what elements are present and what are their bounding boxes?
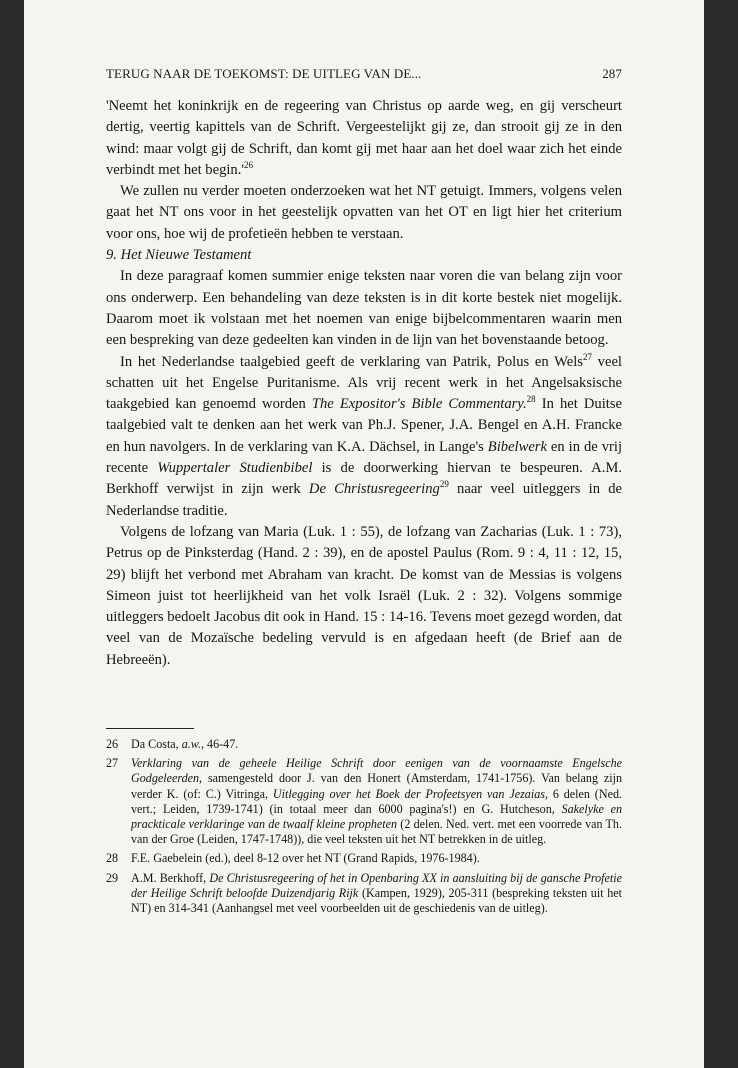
- work-title: Wuppertaler Studienbibel: [157, 460, 313, 477]
- footnote-ref-29[interactable]: 29: [439, 479, 449, 490]
- footnotes: [106, 737, 622, 920]
- work-title: The Expositor's Bible Commentary.: [311, 396, 527, 413]
- footnote-ref-28[interactable]: 28: [526, 394, 536, 405]
- paragraph-intro: In deze paragraaf komen summier enige teksten naar voren die van belang zijn voor ons onderwerp. Een behandeling van deze teksten is in dit korte bestek niet mogelijk. Daarom moet ik volstaan met het noemen van enige bijbelcommentaren waarin men een bespreking van deze gedeelten kan vinden in de lijn van het bovenstaande betoog.: [106, 268, 622, 349]
- text-run: A.M. Berkhoff,: [131, 870, 210, 885]
- section-heading: 9. Het Nieuwe Testament: [106, 247, 252, 264]
- text-run: veel schatten uit het Engelse Puritanisme. Als vrij recent werk in het Angelsaksische taakgebied kan genoemd worden: [106, 353, 622, 413]
- text-run: In het Nederlandse taalgebied geeft de verklaring van Patrik, Polus en Wels: [120, 353, 583, 370]
- work-title: De Christusregeering of het in Openbaring XX in aansluiting bij de gansche Profetie der Heilige Schrift beloofde Duizendjarig Rijk: [131, 870, 623, 900]
- work-title: Bibelwerk: [487, 438, 547, 455]
- paragraph-quote: [106, 96, 622, 181]
- quote-text: 'Neemt het koninkrijk en de regeering van Christus op aarde weg, en gij verscheurt dertig, veertig kapittels van de Schrift. Vergeestelijkt gij ze, dan strooit gij ze in den wind: maar volgt gij de Schrift, dan komt gij met haar aan het doel waar zich het einde verbindt met het begin.': [106, 98, 622, 178]
- footnote-number: 29: [106, 870, 119, 885]
- text-run: naar veel uitleggers in de Nederlandse traditie.: [106, 481, 622, 519]
- text-run: en in de vrij recente: [106, 438, 622, 477]
- footnote-number: 27: [106, 756, 119, 771]
- paragraph-nt-inquiry: We zullen nu verder moeten onderzoeken wat het NT getuigt. Immers, volgens velen gaat het NT ons voor in het geestelijk opvatten van het OT en ligt hier het criterium voor ons, hoe wij de profetieën hebben te verstaan.: [106, 183, 622, 242]
- footnote-ref-26[interactable]: 26: [244, 159, 253, 170]
- footnote-divider: [106, 728, 194, 729]
- running-title: TERUG NAAR DE TOEKOMST: DE UITLEG VAN DE...: [106, 66, 422, 81]
- text-run: samengesteld door J. van den Honert (Amsterdam, 1741-1756). Van belang zijn verder K. (of: C.) Vitringa,: [131, 771, 622, 801]
- paragraph-covenant: Volgens de lofzang van Maria (Luk. 1 : 55), de lofzang van Zacharias (Luk. 1 : 73), Petrus op de Pinksterdag (Hand. 2 : 39), en de apostel Paulus (Rom. 9 : 4, 11 : 12, 15, 29) blijft het verbond met Abraham van kracht. De komst van de Messias is volgens Simeon juist tot heerlijkheid van het volk Israël (Luk. 2 : 32). Volgens sommige uitleggers bedoelt Jacobus dit ook in Hand. 15 : 14-16. Tevens moet gezegd worden, dat veel van de Mozaïsche bedeling vervuld is en afgedaan heeft (de Brief aan de Hebreeën).: [106, 523, 622, 668]
- text-run: F.E. Gaebelein (ed.), deel 8-12 over het NT (Grand Rapids, 1976-1984).: [131, 851, 480, 866]
- footnote-number: 28: [106, 851, 119, 866]
- work-title: Uitlegging over het Boek der Profeetsyen van Jezaias,: [272, 786, 548, 801]
- text-run: In het Duitse taalgebied valt te denken aan het werk van Ph.J. Spener, J.A. Bengel en A.H. Francke en hun navolgers. In de verklaring van K.A. Dächsel, in Lange's: [106, 396, 622, 455]
- text-run: , 46-47.: [201, 737, 239, 751]
- text-run: (2 delen. Ned. vert. met een voorrede van Th. van der Groe (Leiden, 1747-1748)), die veel teksten uit het NT betrekken in de uitleg.: [131, 817, 622, 847]
- footnote-26: [106, 737, 622, 752]
- work-title: Verklaring van de geheele Heilige Schrift door eenigen van de voornaamste Engelsche Godgeleerden,: [131, 756, 622, 786]
- text-run: (Kampen, 1929), 205-311 (bespreking teksten uit het NT) en 314-341 (Aanhangsel met veel voorbeelden uit de geschiedenis van de uitleg).: [131, 885, 623, 916]
- page-number: 287: [602, 66, 622, 81]
- book-page: [24, 0, 704, 1068]
- text-run: 6 delen (Ned. vert.; Leiden, 1739-1741) (in totaal meer dan 6000 pagina's!) en G. Hutcheson,: [131, 786, 623, 816]
- work-title: De Christusregeering: [308, 481, 440, 498]
- text-run: is de doorwerking hiervan te bespeuren. A.M. Berkhoff verwijst in zijn werk: [106, 460, 622, 498]
- text-run: Da Costa,: [131, 737, 182, 751]
- footnote-number: 26: [106, 737, 119, 751]
- main-text: [106, 96, 622, 671]
- footnote-29: [106, 871, 622, 917]
- footnote-27: [106, 756, 622, 847]
- paragraph-commentaries: [106, 352, 622, 522]
- work-title: a.w.: [181, 737, 201, 751]
- footnote-28: [106, 851, 622, 866]
- work-title: Sakelyke en prackticale verklaringe van de twaalf kleine propheten: [131, 801, 622, 832]
- footnote-ref-27[interactable]: 27: [582, 351, 592, 362]
